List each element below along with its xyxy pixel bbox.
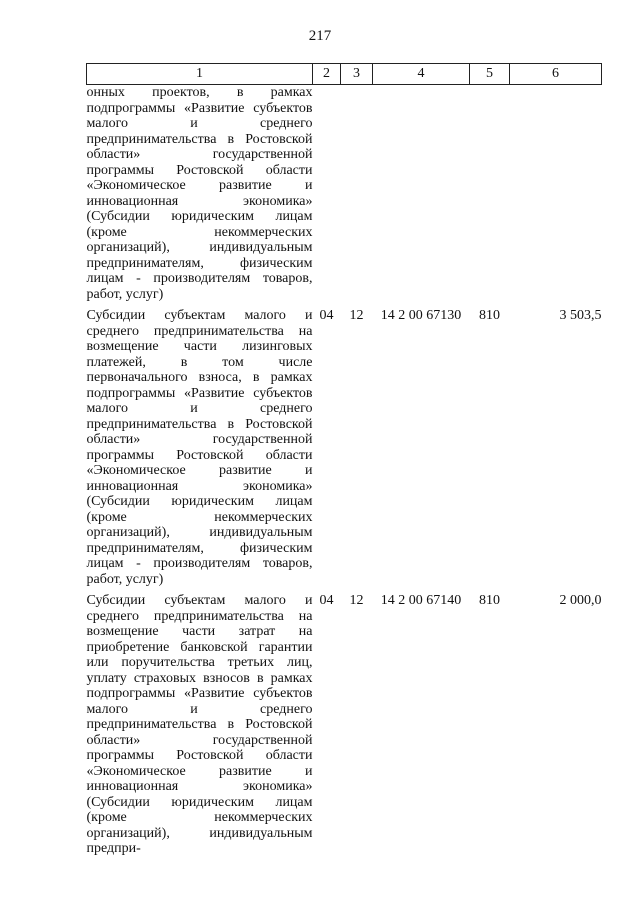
row-subsection (341, 85, 373, 303)
row-target-article (373, 85, 470, 303)
column-header: 4 (373, 64, 470, 85)
row-expense-type (470, 85, 510, 303)
column-header: 6 (510, 64, 602, 85)
row-section (313, 85, 341, 303)
row-description: Субсидии субъектам малого и среднего предпринимательства на возмещение части затрат на приобретение банковской гарантии или поручительства третьих лиц, уплату страховых взносов в рамках подпрограммы «Развитие субъектов малого и среднего предпринимательства в Ростовской области» государственной программы Ростовской области «Экономическое развитие и инновационная экономика» (Субсидии юридическим лицам (кроме некоммерческих организаций), индивидуальным предпри- (86, 593, 313, 856)
row-description: Субсидии субъектам малого и среднего предпринимательства на возмещение части лизинговых платежей, в том числе первоначального взноса, в рамках подпрограммы «Развитие субъектов малого и среднего предпринимательства в Ростовской области» государственной программы Ростовской области «Экономическое развитие и инновационная экономика» (Субсидии юридическим лицам (кроме некоммерческих организаций), индивидуальным предпринимателям, физическим лицам - производителям товаров, работ, услуг) (86, 308, 313, 587)
page-number: 217 (308, 28, 332, 44)
table-row (87, 302, 602, 587)
table-row (87, 85, 602, 303)
row-expense-type: 810 (479, 593, 500, 608)
column-header: 3 (341, 64, 373, 85)
table-row (87, 587, 602, 857)
column-header: 2 (313, 64, 341, 85)
row-target-article: 14 2 00 67140 (380, 593, 462, 608)
row-section: 04 (319, 308, 334, 323)
row-section: 04 (319, 593, 334, 608)
row-subsection: 12 (349, 308, 364, 323)
row-subsection: 12 (349, 593, 364, 608)
row-target-article: 14 2 00 67130 (380, 308, 462, 323)
column-header: 1 (87, 64, 313, 85)
table-header-row (87, 64, 602, 85)
row-amount: 3 503,5 (559, 308, 602, 323)
row-amount: 2 000,0 (559, 593, 602, 608)
row-expense-type: 810 (479, 308, 500, 323)
budget-table (86, 63, 602, 857)
row-amount (510, 85, 602, 303)
column-header: 5 (470, 64, 510, 85)
row-description: онных проектов, в рамках подпрограммы «Развитие субъектов малого и среднего предпринимательства в Ростовской области» государственной программы Ростовской области «Экономическое развитие и инновационная экономика» (Субсидии юридическим лицам (кроме некоммерческих организаций), индивидуальным предпринимателям, физическим лицам - производителям товаров, работ, услуг) (86, 85, 313, 302)
